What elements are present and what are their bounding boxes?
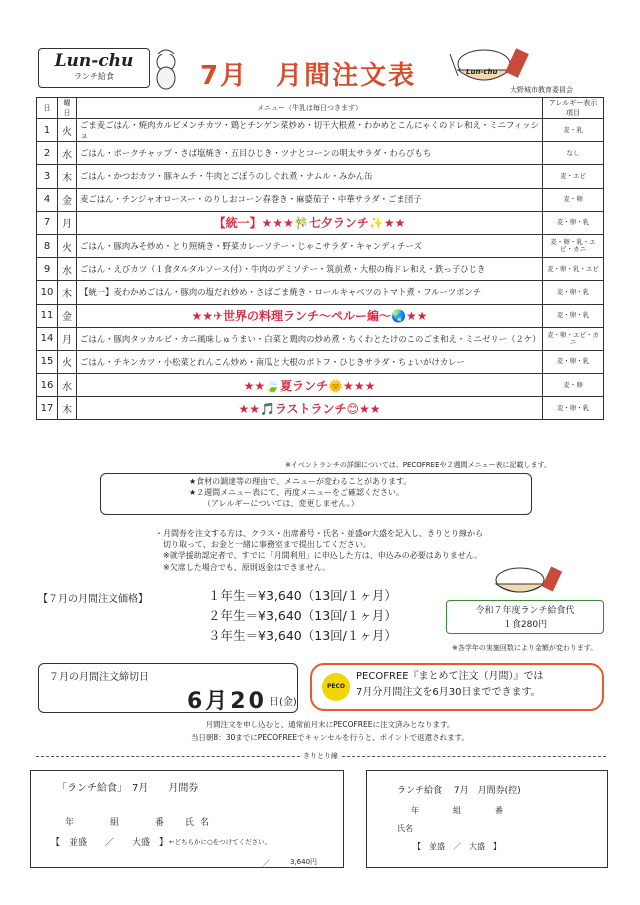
table-row bbox=[37, 234, 604, 257]
row-day: 10 bbox=[37, 281, 58, 304]
row-weekday: 水 bbox=[58, 374, 77, 397]
row-menu: ごはん・かつおカツ・豚キムチ・牛肉とごぼうのしぐれ煮・ナムル・みかん缶 bbox=[77, 165, 543, 188]
lunchu-logo bbox=[38, 48, 150, 88]
logo-main-text: Lun-chu bbox=[54, 51, 134, 71]
table-row bbox=[37, 119, 604, 142]
notice-line: ★食材の調達等の理由で、メニューが変わることがあります。 bbox=[189, 477, 412, 486]
row-event-menu: ★★🍃夏ランチ🌞★★★ bbox=[77, 374, 543, 397]
row-event-menu: ★★✈世界の料理ランチ〜ペルー編〜🌏★★ bbox=[77, 304, 543, 327]
monthly-ticket bbox=[30, 770, 344, 868]
table-row bbox=[37, 142, 604, 165]
fee-line2: １食280円 bbox=[502, 620, 548, 630]
row-day: 11 bbox=[37, 304, 58, 327]
peco-line1: PECOFREE『まとめて注文（月間）』では bbox=[356, 671, 544, 682]
page-title: 7月 月間注文表 bbox=[200, 61, 417, 91]
stub-portion-size[interactable]: 【 並盛 ／ 大盛 】 bbox=[413, 842, 501, 851]
header-day: 日 bbox=[37, 98, 58, 119]
chef-mascot-icon bbox=[148, 48, 184, 90]
fee-line1: 令和７年度ランチ給食代 bbox=[475, 606, 575, 616]
price-label: 【７月の月間注文価格】 bbox=[38, 594, 148, 605]
stub-title: ランチ給食 7月 月間券(控) bbox=[397, 786, 521, 796]
row-menu: ごはん・豚肉みそ炒め・とり照焼き・野菜カレーソテー・じゃこサラダ・キャンディチーズ bbox=[77, 234, 543, 257]
row-event-menu: 【統一】★★★🎋七夕ランチ✨★★ bbox=[77, 211, 543, 234]
logo-sub-text: ランチ給食 bbox=[74, 72, 114, 81]
notice-line: （アレルギーについては、変更しません。） bbox=[203, 498, 359, 508]
stub-name-field: 氏名 bbox=[397, 824, 413, 833]
row-day: 2 bbox=[37, 142, 58, 165]
price-grade1: １年生＝¥3,640（13回/１ヶ月） bbox=[208, 588, 397, 603]
table-header-row bbox=[37, 98, 604, 119]
row-day: 3 bbox=[37, 165, 58, 188]
table-row bbox=[37, 374, 604, 397]
row-menu: ごはん・ポークチャップ・さば塩焼き・五目ひじき・ツナとコーンの明太サラダ・わらびもち bbox=[77, 142, 543, 165]
table-row bbox=[37, 165, 604, 188]
deadline-title: ７月の月間注文締切日 bbox=[49, 672, 149, 683]
table-row bbox=[37, 188, 604, 211]
row-allergy: 麦・卵 bbox=[543, 374, 604, 397]
deadline-weekday: 日(金) bbox=[269, 697, 297, 708]
table-row bbox=[37, 350, 604, 373]
cancel-note bbox=[130, 718, 530, 744]
row-allergy: 麦・エビ bbox=[543, 165, 604, 188]
deadline-box bbox=[38, 663, 298, 713]
row-weekday: 火 bbox=[58, 234, 77, 257]
table-row bbox=[37, 327, 604, 350]
row-day: 8 bbox=[37, 234, 58, 257]
row-event-menu: ★★🎵ラストランチ😊★★ bbox=[77, 397, 543, 420]
peco-line2: 7月分月間注文を6月30日までできます。 bbox=[356, 687, 541, 698]
ticket-title: 「ランチ給食」 7月 月間券 bbox=[57, 783, 199, 794]
row-weekday: 木 bbox=[58, 165, 77, 188]
price-grade3: ３年生＝¥3,640（13回/１ヶ月） bbox=[208, 628, 397, 643]
mascot-label: Lun-chu bbox=[466, 68, 498, 76]
table-row bbox=[37, 397, 604, 420]
pecofree-box bbox=[310, 663, 604, 711]
cut-line-label: きりとり線 bbox=[300, 751, 341, 761]
header-allergy: アレルギー表示項目 bbox=[543, 98, 604, 119]
deadline-date: 6月20 bbox=[187, 689, 267, 714]
row-day: 14 bbox=[37, 327, 58, 350]
monthly-menu-table bbox=[36, 97, 604, 420]
table-row bbox=[37, 258, 604, 281]
cancel-note-line2: 当日朝8：30までにPECOFREEでキャンセルを行うと、ポイントで返還されます。 bbox=[190, 733, 470, 742]
row-weekday: 木 bbox=[58, 397, 77, 420]
row-day: 1 bbox=[37, 119, 58, 142]
row-weekday: 金 bbox=[58, 304, 77, 327]
row-day: 16 bbox=[37, 374, 58, 397]
row-menu: ごはん・豚肉タッカルビ・カニ風味しゅうまい・白菜と鶏肉の炒め煮・ちくわとたけのこのごま和え・ミニゼリー（２ケ） bbox=[77, 327, 543, 350]
row-weekday: 金 bbox=[58, 188, 77, 211]
pecofree-text bbox=[356, 669, 544, 701]
row-allergy: 麦・卵 bbox=[543, 188, 604, 211]
row-allergy: 麦・卵・乳・エビ bbox=[543, 258, 604, 281]
price-grade2: ２年生＝¥3,640（13回/１ヶ月） bbox=[208, 608, 397, 623]
row-menu: ごはん・チキンカツ・小松菜とれんこん炒め・南瓜と大根のポトフ・ひじきサラダ・ちょいがけカレー bbox=[77, 350, 543, 373]
row-allergy: 麦・卵・エビ・カニ bbox=[543, 327, 604, 350]
row-weekday: 火 bbox=[58, 350, 77, 373]
row-menu: 【統一】麦わかめごはん・豚肉の塩だれ炒め・さばごま焼き・ロールキャベツのトマト煮・フルーツポンチ bbox=[77, 281, 543, 304]
ticket-student-fields: 年 組 番 氏名 bbox=[65, 818, 216, 828]
row-day: 7 bbox=[37, 211, 58, 234]
fee-note: ※各学年の実施回数により金額が変わります。 bbox=[452, 644, 598, 652]
row-allergy: 麦・卵・乳 bbox=[543, 211, 604, 234]
monthly-ticket-stub bbox=[366, 770, 608, 868]
row-weekday: 木 bbox=[58, 281, 77, 304]
meal-fee-box bbox=[446, 600, 604, 634]
row-day: 15 bbox=[37, 350, 58, 373]
row-day: 9 bbox=[37, 258, 58, 281]
table-row bbox=[37, 281, 604, 304]
organization-name: 大野城市教育委員会 bbox=[510, 86, 573, 94]
rule-line: ※欠席した場合でも、原則返金はできません。 bbox=[155, 562, 331, 572]
table-row bbox=[37, 304, 604, 327]
row-allergy: 麦・卵・乳 bbox=[543, 281, 604, 304]
header-menu: メニュー（牛乳は毎日つきます） bbox=[77, 98, 543, 119]
row-menu: ごま麦ごはん・焼肉カルビメンチカツ・鶏とチンゲン菜炒め・切干大根煮・わかめとこんにゃくのドレ和え・ミニフィッシュ bbox=[77, 119, 543, 142]
row-weekday: 月 bbox=[58, 327, 77, 350]
rule-line: ・月間券を注文する方は、クラス・出席番号・氏名・並盛or大盛を記入し、きりとり線から bbox=[155, 529, 483, 538]
rule-line: ※就学援助認定者で、すでに「月間利用」に申込した方は、申込みの必要はありません。 bbox=[155, 551, 483, 561]
row-menu: ごはん・えびカツ（１食タルタルソース付）・牛肉のデミソテー・筑前煮・大根の梅ドレ和え・鉄っ子ひじき bbox=[77, 258, 543, 281]
pecofree-logo-icon: PECO bbox=[322, 673, 350, 701]
row-weekday: 火 bbox=[58, 119, 77, 142]
rule-line: 切り取って、お金と一緒に事務室まで提出してください。 bbox=[155, 540, 371, 550]
portion-size-note: ←どちらかに○をつけてください。 bbox=[169, 838, 272, 846]
slash-mark: ／ bbox=[262, 859, 270, 868]
row-menu: 麦ごはん・チンジャオロースー・のりしおコーン春巻き・麻婆茄子・中華サラダ・ごま団子 bbox=[77, 188, 543, 211]
row-allergy: 麦・卵・乳 bbox=[543, 304, 604, 327]
cancel-note-line1: 月間注文を申し込むと、通常前月末にPECOFREEに注文済みとなります。 bbox=[205, 720, 455, 729]
row-weekday: 水 bbox=[58, 142, 77, 165]
row-weekday: 月 bbox=[58, 211, 77, 234]
row-allergy: 麦・乳 bbox=[543, 119, 604, 142]
table-footnote: ※イベントランチの詳細については、PECOFREEや２週間メニュー表に記載します。 bbox=[285, 461, 551, 469]
header-weekday: 曜日 bbox=[58, 98, 77, 119]
notice-line: ★２週間メニュー表にて、再度メニューをご確認ください。 bbox=[189, 487, 405, 497]
table-body bbox=[37, 119, 604, 420]
table-row bbox=[37, 211, 604, 234]
rice-bowl-mascot-icon bbox=[476, 566, 566, 600]
ticket-fee: 3,640円 bbox=[290, 858, 318, 866]
notice-box bbox=[100, 473, 532, 515]
stub-student-fields: 年 組 番 bbox=[411, 806, 509, 815]
row-day: 17 bbox=[37, 397, 58, 420]
portion-size-choice[interactable]: 【 並盛 ／ 大盛 】 bbox=[51, 838, 169, 848]
row-allergy: なし bbox=[543, 142, 604, 165]
row-weekday: 水 bbox=[58, 258, 77, 281]
row-allergy: 麦・卵・乳・エビ・カニ bbox=[543, 234, 604, 257]
row-allergy: 麦・卵・乳 bbox=[543, 350, 604, 373]
row-day: 4 bbox=[37, 188, 58, 211]
price-list bbox=[208, 586, 397, 646]
row-allergy: 麦・卵・乳 bbox=[543, 397, 604, 420]
